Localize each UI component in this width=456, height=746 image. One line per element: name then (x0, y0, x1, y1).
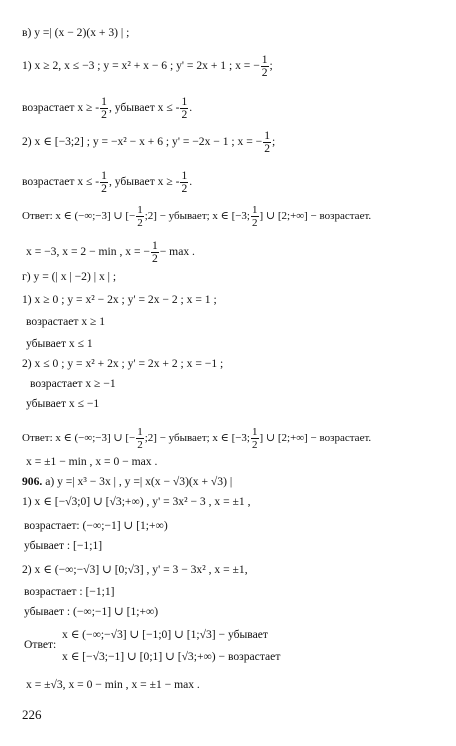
problem-906-case-1: 1) x ∈ [−√3;0] ∪ [√3;+∞) , y' = 3x² − 3 , x = ±1 , (22, 495, 251, 508)
part-g-case-1: 1) x ≥ 0 ; y = x² − 2x ; y' = 2x − 2 ; x = 1 ; (22, 293, 217, 306)
part-g-extrema: x = ±1 − min , x = 0 − max . (26, 455, 158, 468)
page-number: 226 (22, 707, 42, 722)
part-v-answer: Ответ: x ∈ (−∞;−3] ∪ [− $\frac{1}{2}$ ;2] − убывает; x ∈ [−3; $\frac{1}{2}$ ] ∪ [2;+∞] − возрастает. (22, 204, 372, 229)
problem-906-case-2-increasing: возрастает : [−1;1] (24, 585, 115, 598)
problem-906-case-1-decreasing: убывает : [−1;1] (24, 539, 103, 552)
problem-906-case-2-decreasing: убывает : (−∞;−1] ∪ [1;+∞) (24, 605, 159, 618)
fraction: $\frac{1}{2}$ (137, 204, 143, 229)
fraction: $\frac{1}{2}$ (261, 53, 268, 79)
fraction: $\frac{1}{2}$ (264, 129, 271, 155)
fraction: $\frac{1}{2}$ (252, 204, 258, 229)
fraction: $\frac{1}{2}$ (137, 426, 143, 451)
part-g-case-1-increasing: возрастает x ≥ 1 (26, 315, 106, 328)
part-v-case-2: 2) x ∈ [−3;2] ; y = −x² − x + 6 ; y' = −2x − 1 ; x = − $\frac{1}{2}$ ; (22, 129, 276, 155)
fraction: $\frac{1}{2}$ (181, 169, 188, 195)
part-g-case-2: 2) x ≤ 0 ; y = x² + 2x ; y' = 2x + 2 ; x = −1 ; (22, 357, 224, 370)
part-g-case-1-decreasing: убывает x ≤ 1 (26, 337, 93, 350)
part-v-case-1: 1) x ≥ 2, x ≤ −3 ; y = x² + x − 6 ; y' = 2x + 1 ; x = − $\frac{1}{2}$ ; (22, 53, 273, 79)
answer-label: Ответ: (24, 638, 57, 651)
fraction: $\frac{1}{2}$ (181, 95, 188, 121)
part-v-case-2-monotonic: возрастает x ≤ - $\frac{1}{2}$ , убывает x ≥ - $\frac{1}{2}$ . (22, 169, 193, 195)
fraction: $\frac{1}{2}$ (252, 426, 258, 451)
part-g-case-2-increasing: возрастает x ≥ −1 (30, 377, 116, 390)
problem-906-case-1-increasing: возрастает: (−∞;−1] ∪ [1;+∞) (24, 519, 168, 532)
part-v-extrema: x = −3, x = 2 − min , x = − $\frac{1}{2}$ − max . (26, 239, 195, 265)
problem-906-heading: 906. а) y =| x³ − 3x | , y =| x(x − √3)(x + √3) | (22, 475, 233, 488)
equation-text: 1) x ≥ 2, x ≤ −3 ; y = x² + x − 6 ; y' = 2x + 1 ; x = − (22, 59, 260, 73)
part-g-heading: г) y = (| x | −2) | x | ; (22, 270, 117, 283)
part-g-answer: Ответ: x ∈ (−∞;−3] ∪ [− $\frac{1}{2}$ ;2] − убывает; x ∈ [−3; $\frac{1}{2}$ ] ∪ [2;+∞] − возрастает. (22, 426, 372, 451)
part-v-heading: в) y =| (x − 2)(x + 3) | ; (22, 26, 130, 39)
answer-decreasing: x ∈ (−∞;−√3] ∪ [−1;0] ∪ [1;√3] − убывает (62, 628, 268, 641)
part-g-case-2-decreasing: убывает x ≤ −1 (26, 397, 100, 410)
fraction: $\frac{1}{2}$ (101, 169, 107, 195)
fraction: $\frac{1}{2}$ (151, 239, 158, 265)
part-v-case-1-monotonic: возрастает x ≥ - $\frac{1}{2}$ , убывает x ≤ - $\frac{1}{2}$ . (22, 95, 193, 121)
problem-906-extrema: x = ±√3, x = 0 − min , x = ±1 − max . (26, 678, 200, 691)
fraction: $\frac{1}{2}$ (101, 95, 107, 121)
answer-increasing: x ∈ [−√3;−1] ∪ [0;1] ∪ [√3;+∞) − возрастает (62, 650, 281, 663)
problem-906-case-2: 2) x ∈ (−∞;−√3] ∪ [0;√3] , y' = 3 − 3x² , x = ±1, (22, 563, 248, 576)
